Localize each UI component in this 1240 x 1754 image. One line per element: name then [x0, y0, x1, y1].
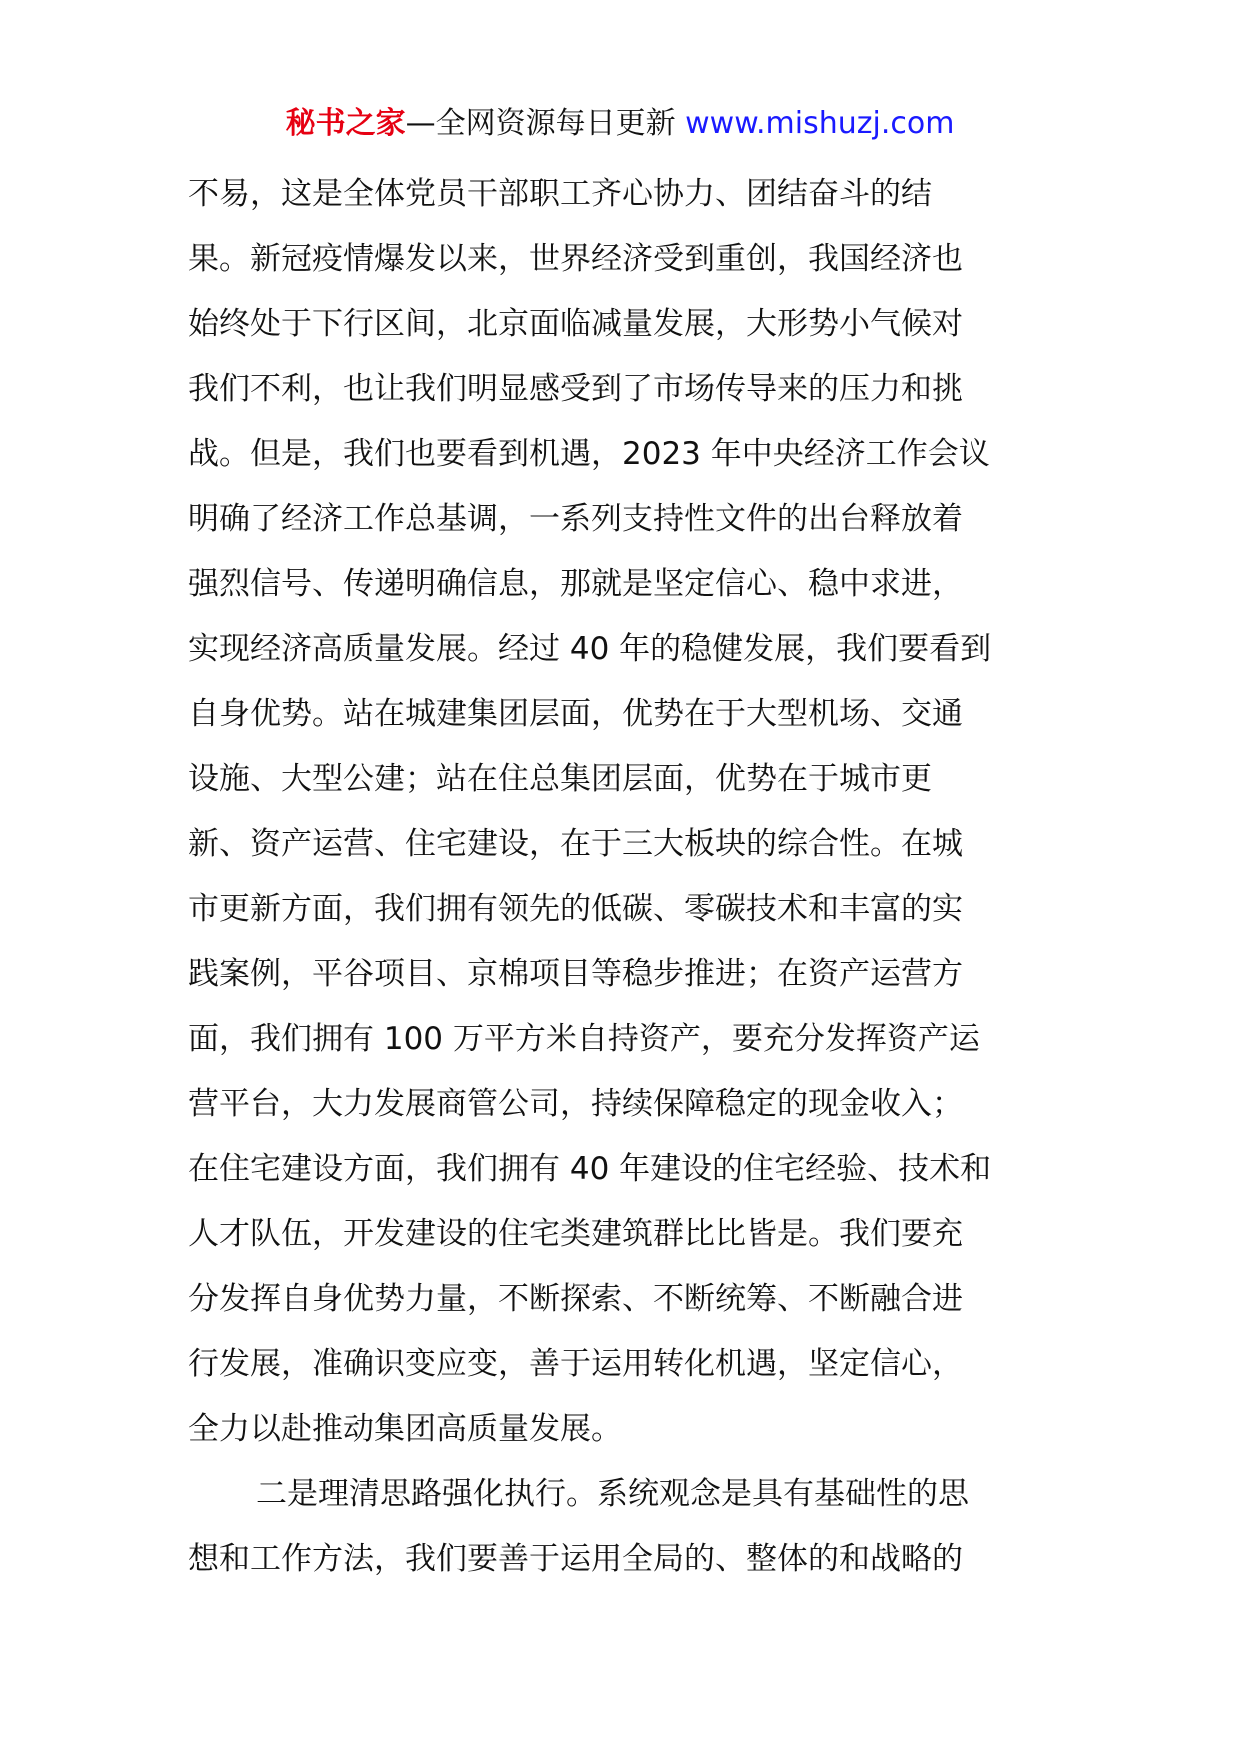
text-line: 强烈信号、传递明确信息，那就是坚定信心、稳中求进，	[188, 566, 963, 602]
text-line: 明确了经济工作总基调，一系列支持性文件的出台释放着	[188, 501, 963, 537]
text-line: 果。新冠疫情爆发以来，世界经济受到重创，我国经济也	[188, 241, 963, 277]
text-line: 人才队伍，开发建设的住宅类建筑群比比皆是。我们要充	[188, 1216, 963, 1252]
text-line: 全力以赴推动集团高质量发展。	[188, 1411, 622, 1447]
text-line: 设施、大型公建；站在住总集团层面，优势在于城市更	[188, 761, 932, 797]
text-line: 不易，这是全体党员干部职工齐心协力、团结奋斗的结	[188, 176, 932, 212]
text-line: 市更新方面，我们拥有领先的低碳、零碳技术和丰富的实	[188, 891, 963, 927]
website-link[interactable]: www.mishuzj.com	[685, 106, 955, 141]
text-line: 营平台，大力发展商管公司，持续保障稳定的现金收入；	[188, 1086, 963, 1122]
text-line: 始终处于下行区间，北京面临减量发展，大形势小气候对	[188, 306, 963, 342]
text-line: 想和工作方法，我们要善于运用全局的、整体的和战略的	[188, 1541, 963, 1577]
header-tagline: —全网资源每日更新	[405, 106, 686, 141]
text-line: 战。但是，我们也要看到机遇，2023 年中央经济工作会议	[188, 436, 990, 472]
text-line: 在住宅建设方面，我们拥有 40 年建设的住宅经验、技术和	[188, 1151, 992, 1187]
document-header	[0, 100, 1240, 148]
text-line: 实现经济高质量发展。经过 40 年的稳健发展，我们要看到	[188, 631, 992, 667]
brand-name: 秘书之家	[285, 106, 406, 141]
document-body	[188, 162, 1058, 1592]
text-line: 践案例，平谷项目、京棉项目等稳步推进；在资产运营方	[188, 956, 963, 992]
text-line: 我们不利，也让我们明显感受到了市场传导来的压力和挑	[188, 371, 963, 407]
text-line: 分发挥自身优势力量，不断探索、不断统筹、不断融合进	[188, 1281, 963, 1317]
text-line: 新、资产运营、住宅建设，在于三大板块的综合性。在城	[188, 826, 963, 862]
paragraph-start-line: 二是理清思路强化执行。系统观念是具有基础性的思	[256, 1476, 969, 1512]
text-line: 面，我们拥有 100 万平方米自持资产，要充分发挥资产运	[188, 1021, 980, 1057]
text-line: 自身优势。站在城建集团层面，优势在于大型机场、交通	[188, 696, 963, 732]
text-line: 行发展，准确识变应变，善于运用转化机遇，坚定信心，	[188, 1346, 963, 1382]
